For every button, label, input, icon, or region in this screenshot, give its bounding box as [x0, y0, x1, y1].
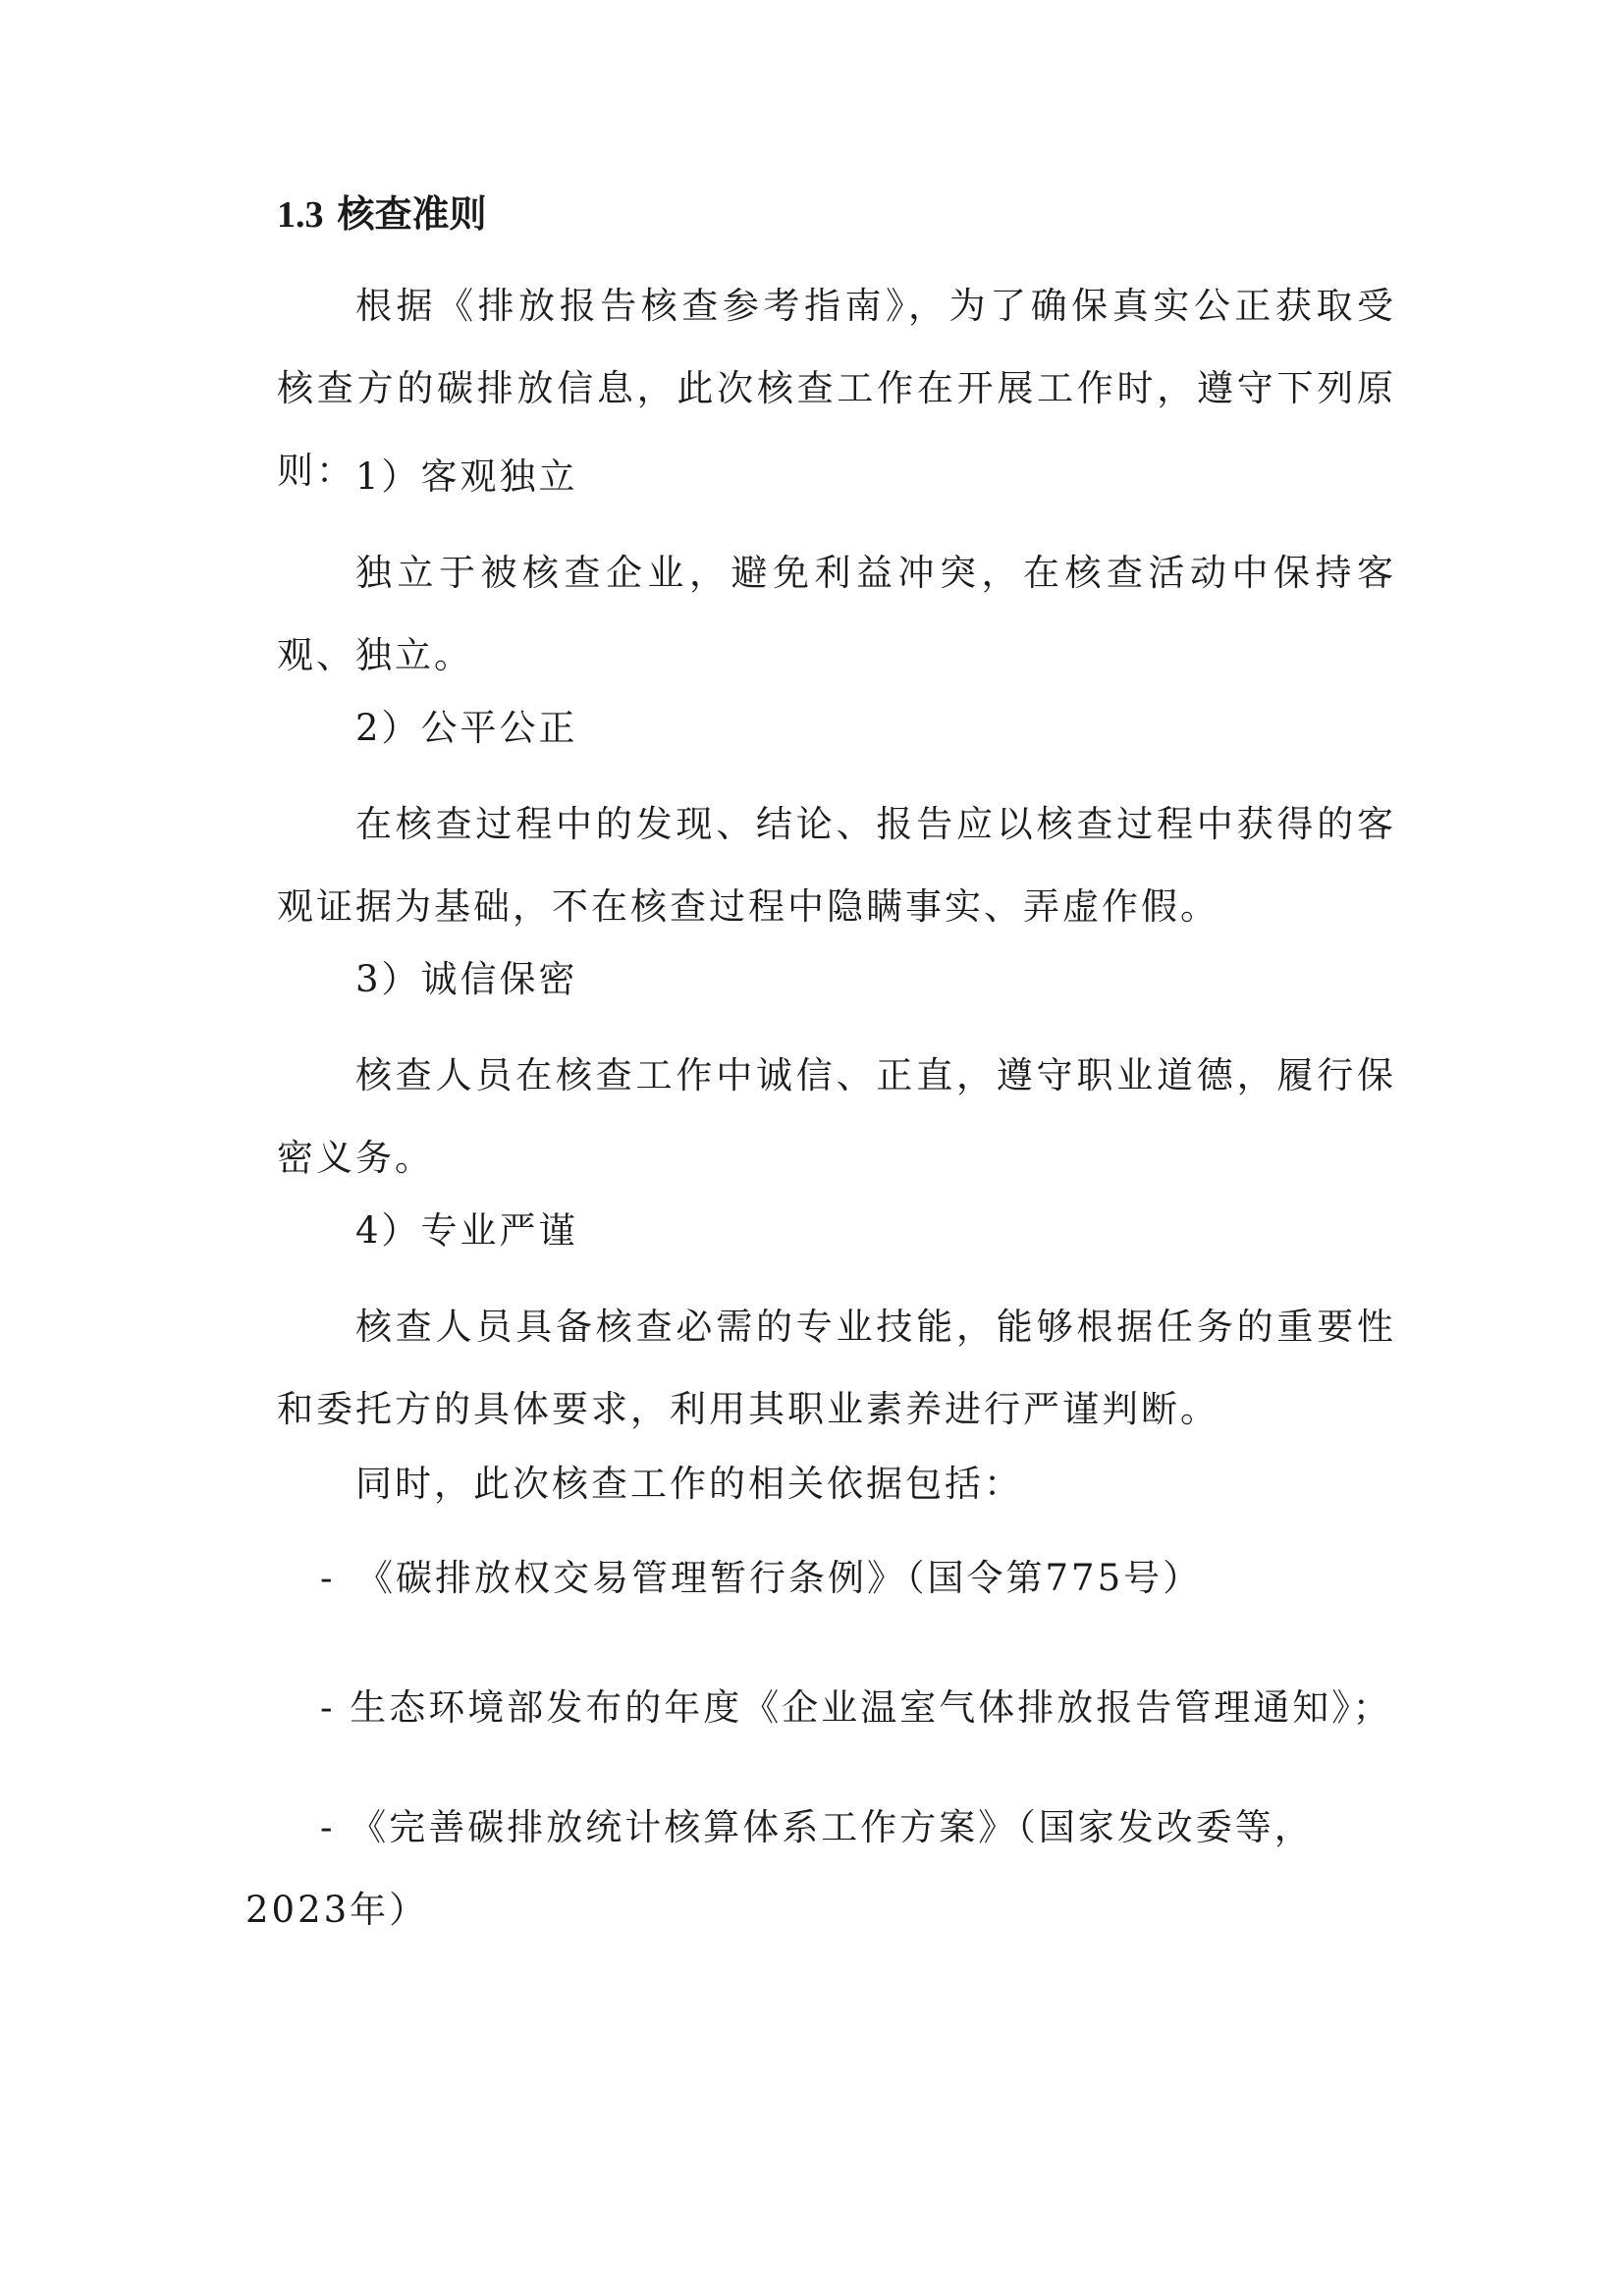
principle-heading-2: 2）公平公正: [355, 707, 578, 749]
principle-heading-4: 4）专业严谨: [355, 1209, 578, 1252]
section-heading: [277, 187, 487, 242]
basis-item-1: - 《碳排放权交易管理暂行条例》（国令第775号）: [320, 1557, 1203, 1599]
principle-heading-3: 3）诚信保密: [355, 958, 578, 1000]
principle-text-4: 核查人员具备核查必需的专业技能，能够根据任务的重要性和委托方的具体要求，利用其职业素养进行严谨判断。: [277, 1306, 1396, 1430]
principle-text-3: 核查人员在核查工作中诚信、正直，遵守职业道德，履行保密义务。: [277, 1054, 1396, 1179]
basis-intro: 同时，此次核查工作的相关依据包括：: [355, 1463, 1023, 1505]
principle-text-2: 在核查过程中的发现、结论、报告应以核查过程中获得的客观证据为基础，不在核查过程中隐瞒事实、弄虚作假。: [277, 803, 1396, 928]
principle-text-1: 独立于被核查企业，避免利益冲突，在核查活动中保持客观、独立。: [277, 552, 1396, 676]
section-title: 核查准则: [337, 191, 487, 236]
basis-item-3: - 《完善碳排放统计核算体系工作方案》（国家发改委等，2023年）: [245, 1806, 1314, 1931]
principle-heading-1: 1）客观独立: [355, 455, 578, 498]
basis-item-2: - 生态环境部发布的年度《企业温室气体排放报告管理通知》；: [320, 1686, 1392, 1729]
intro-paragraph: 根据《排放报告核查参考指南》，为了确保真实公正获取受核查方的碳排放信息，此次核查工作在开展工作时，遵守下列原则：: [277, 285, 1396, 492]
section-number: 1.3: [277, 194, 324, 236]
